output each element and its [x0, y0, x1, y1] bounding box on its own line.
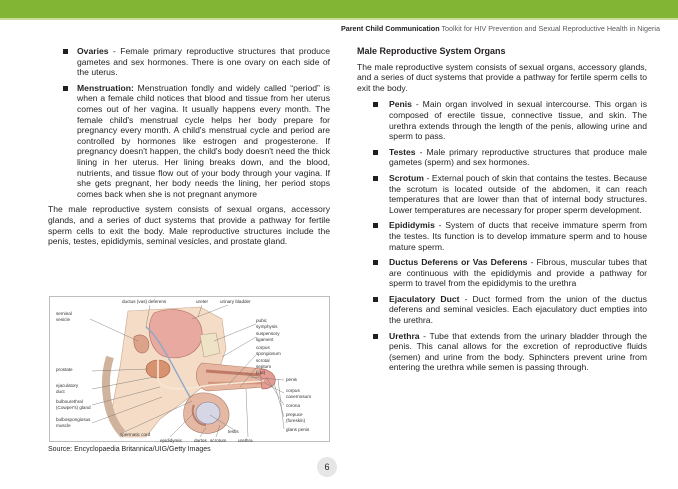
- label-scrotal: scrotal: [256, 358, 270, 363]
- anatomy-illustration: [50, 297, 331, 443]
- term: Scrotum: [389, 172, 424, 183]
- square-bullet-icon: [373, 297, 378, 302]
- header-stripe: [0, 18, 678, 20]
- label-bulbourethral: bulbourethral: [56, 399, 83, 404]
- label-seminal: seminal: [56, 311, 72, 316]
- label-spermatic-cord: spermatic cord: [120, 432, 151, 437]
- square-bullet-icon: [63, 86, 68, 91]
- definition: - Duct formed from the union of the ductus deferens and seminal vesicles. Each ejaculatory duct empties into the urethra.: [389, 293, 647, 326]
- section-intro: The male reproductive system consists of sexual organs, accessory glands, and a series of duct systems that provide a pathway for fertile sperm cells to exit the body.: [357, 61, 647, 93]
- definition: - Male primary reproductive structures that produce male gametes (sperm) and sex hormones.: [389, 146, 647, 168]
- term: Urethra: [389, 330, 420, 341]
- right-column: [357, 46, 647, 378]
- square-bullet-icon: [373, 260, 378, 265]
- term: Menstruation:: [77, 82, 134, 93]
- definition: Menstruation fondly and widely called “period” is when a female child notices that blood and tissue from her uterus comes out of her vagina. It usually happens every month. The female child's menstrual cycle helps her body prepare for pregnancy every month. A child's menstrual cycle and period are controlled by hormones like estrogen and progesterone. If pregnancy doesn't happen, the child's body doesn't need the thick lining in her uterus. Her lining breaks down, and the blood, nutrients, and tissue flow out of your body through your vagina. If she gets pregnant, her body needs the lining, her period stops comes back when she is not pregnant anymore: [77, 82, 330, 199]
- term: Penis: [389, 99, 412, 110]
- definition: - External pouch of skin that contains the testes. Because the scrotum is located outside of the abdomen, it can reach temperatures that are lower than that of internal body structures. Lower temperatures are necessary for proper sperm development.: [389, 172, 647, 215]
- header-title-bold: Parent Child Communication: [340, 24, 440, 33]
- label-bladder: urinary bladder: [220, 299, 251, 304]
- label-spongiosum: spongiosum: [256, 351, 281, 356]
- male-organs-list: [357, 99, 647, 373]
- term: Testes: [389, 146, 416, 157]
- header-bar: [0, 0, 678, 18]
- label-glans: glans penis: [286, 427, 310, 432]
- running-header: [341, 24, 660, 33]
- list-item: [357, 147, 647, 168]
- label-cavernosum: cavernosum: [286, 394, 312, 399]
- list-item: [357, 99, 647, 141]
- square-bullet-icon: [373, 150, 378, 155]
- square-bullet-icon: [373, 176, 378, 181]
- label-ureter: ureter: [196, 299, 209, 304]
- label-ductus: ductus (vas) deferens: [122, 299, 167, 304]
- label-pubic: pubic: [256, 318, 267, 323]
- label-foreskin: (foreskin): [286, 418, 306, 423]
- label-symphysis: symphysis: [256, 324, 278, 329]
- list-item: [357, 257, 647, 289]
- label-prostate: prostate: [56, 367, 73, 372]
- header-title-rest: Toolkit for HIV Prevention and Sexual Reproductive Health in Nigeria: [439, 24, 660, 33]
- left-column: [48, 46, 330, 247]
- label-duct: duct: [56, 389, 65, 394]
- list-item: [357, 173, 647, 215]
- list-item: [48, 83, 330, 200]
- label-scrotum: scrotum: [210, 438, 227, 443]
- square-bullet-icon: [373, 102, 378, 107]
- term: Ejaculatory Duct: [389, 293, 460, 304]
- label-testis: testis: [228, 429, 239, 434]
- definition: - Fibrous, muscular tubes that are continuous with the epididymis and provide a pathway for sperm to travel from the epididymis to the urethra: [389, 257, 647, 289]
- list-item: [357, 294, 647, 326]
- definition: - Female primary reproductive structures that produce gametes and sex hormones. There is one ovary on each side of the uterus.: [77, 46, 330, 78]
- label-ligament: ligament: [256, 337, 274, 342]
- label-corona: corona: [286, 403, 301, 408]
- label-suspensory: suspensory: [256, 331, 280, 336]
- label-dartos: dartos: [194, 438, 207, 443]
- section-title: Male Reproductive System Organs: [357, 46, 506, 56]
- label-cut: (cut): [256, 370, 266, 375]
- male-system-paragraph: The male reproductive system consists of sexual organs, accessory glands, and a series of duct systems that provide a pathway for fertile sperm cells to exit the body. Male reproductive structures include the penis, testes, epididymis, seminal vesicles, and prostate gland.: [48, 204, 330, 247]
- label-bulbospongiosus: bulbospongiosus: [56, 417, 91, 422]
- square-bullet-icon: [373, 334, 378, 339]
- male-anatomy-figure: [49, 296, 330, 442]
- label-epididymis: epididymis: [160, 438, 182, 443]
- label-corpus-cav: corpus: [286, 388, 300, 393]
- list-item: [357, 220, 647, 252]
- figure-source: Source: Encyclopaedia Britannica/UIG/Getty Images: [48, 446, 211, 453]
- list-item: [357, 331, 647, 373]
- definition: - System of ducts that receive immature sperm from the testes. Its function is to develop immature sperm and to house mature sperm.: [389, 220, 647, 252]
- term: Ductus Deferens or Vas Deferens: [389, 257, 528, 268]
- square-bullet-icon: [63, 49, 68, 54]
- label-urethra: urethra: [238, 438, 253, 443]
- definition: - Main organ involved in sexual intercourse. This organ is composed of erectile tissue, connective tissue, and skin. The urethra extends through the length of the penis, allowing urine and sperm to pass.: [389, 99, 647, 142]
- page-number: 6: [317, 457, 337, 477]
- definition: - Tube that extends from the urinary bladder through the penis. This canal allows for the excretion of reproductive fluids (semen) and urine from the body. Sphincters prevent urine from entering the urethra while semen is passing through.: [389, 330, 647, 373]
- label-ejaculatory: ejaculatory: [56, 383, 79, 388]
- square-bullet-icon: [373, 223, 378, 228]
- label-cowpers: (Cowper's) gland: [56, 405, 91, 410]
- female-organs-list: [48, 46, 330, 199]
- label-muscle: muscle: [56, 423, 71, 428]
- term: Epididymis: [389, 220, 435, 231]
- label-corpus-sp: corpus: [256, 345, 270, 350]
- label-vesicle: vesicle: [56, 317, 71, 322]
- label-prepuce: prepuce: [286, 412, 303, 417]
- label-septum: septum: [256, 364, 272, 369]
- list-item: [48, 46, 330, 78]
- term: Ovaries: [77, 46, 109, 56]
- label-penis: penis: [286, 377, 297, 382]
